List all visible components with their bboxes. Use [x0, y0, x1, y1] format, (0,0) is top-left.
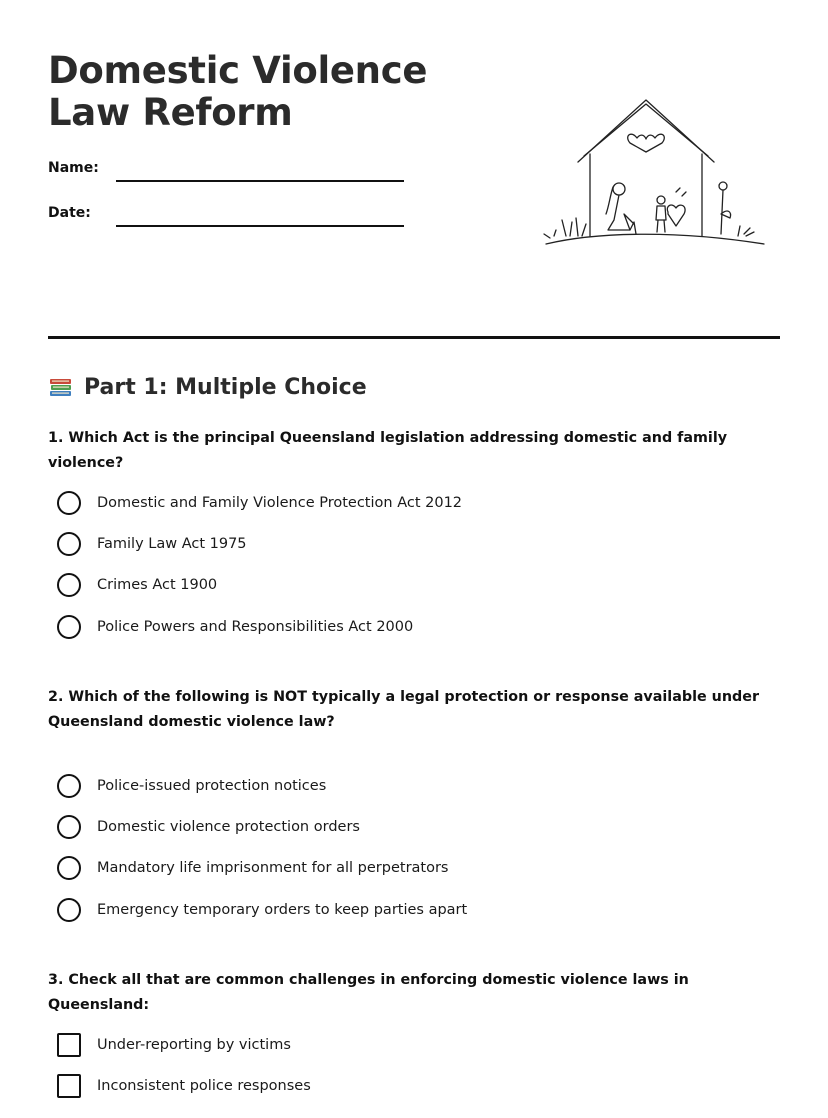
q1-option-2[interactable] [57, 531, 247, 557]
section-heading-part1 [48, 374, 367, 400]
option-label: Mandatory life imprisonment for all perpetrators [97, 860, 449, 876]
date-field[interactable] [116, 225, 404, 227]
checkbox[interactable] [57, 1074, 81, 1098]
q1-option-1[interactable] [57, 490, 462, 516]
option-label: Crimes Act 1900 [97, 577, 218, 593]
radio-button[interactable] [57, 898, 81, 922]
radio-button[interactable] [57, 815, 81, 839]
option-label: Police-issued protection notices [97, 778, 327, 794]
q2-option-3[interactable] [57, 855, 448, 881]
question-3: 3. Check all that are common challenges in enforcing domestic violence laws in Queensland: [48, 972, 689, 1013]
q2-option-4[interactable] [57, 897, 467, 923]
q2-option-2[interactable] [57, 814, 360, 840]
radio-button[interactable] [57, 491, 81, 515]
books-icon [48, 374, 74, 400]
q2-option-1[interactable] [57, 773, 326, 799]
checkbox[interactable] [57, 1033, 81, 1057]
q1-option-3[interactable] [57, 572, 217, 598]
radio-button[interactable] [57, 615, 81, 639]
option-label: Under-reporting by victims [97, 1037, 291, 1053]
section-heading-text: Part 1: Multiple Choice [84, 374, 367, 400]
house-with-family-icon [526, 96, 770, 248]
option-label: Family Law Act 1975 [97, 536, 247, 552]
date-label: Date: [48, 205, 91, 221]
radio-button[interactable] [57, 573, 81, 597]
radio-button[interactable] [57, 856, 81, 880]
q3-option-2[interactable] [57, 1073, 311, 1099]
option-label: Inconsistent police responses [97, 1078, 311, 1094]
option-label: Police Powers and Responsibilities Act 2000 [97, 619, 414, 635]
radio-button[interactable] [57, 774, 81, 798]
q3-option-1[interactable] [57, 1032, 291, 1058]
option-label: Domestic and Family Violence Protection Act 2012 [97, 495, 463, 511]
page-title: Domestic Violence Law Reform [48, 49, 428, 134]
radio-button[interactable] [57, 532, 81, 556]
option-label: Domestic violence protection orders [97, 819, 360, 835]
section-divider [48, 336, 780, 339]
question-1: 1. Which Act is the principal Queensland legislation addressing domestic and family violence? [48, 430, 728, 471]
question-2: 2. Which of the following is NOT typically a legal protection or response available under Queensland domestic violence law? [48, 689, 759, 730]
option-label: Emergency temporary orders to keep parties apart [97, 902, 468, 918]
name-label: Name: [48, 160, 99, 176]
name-field[interactable] [116, 180, 404, 182]
q1-option-4[interactable] [57, 614, 413, 640]
